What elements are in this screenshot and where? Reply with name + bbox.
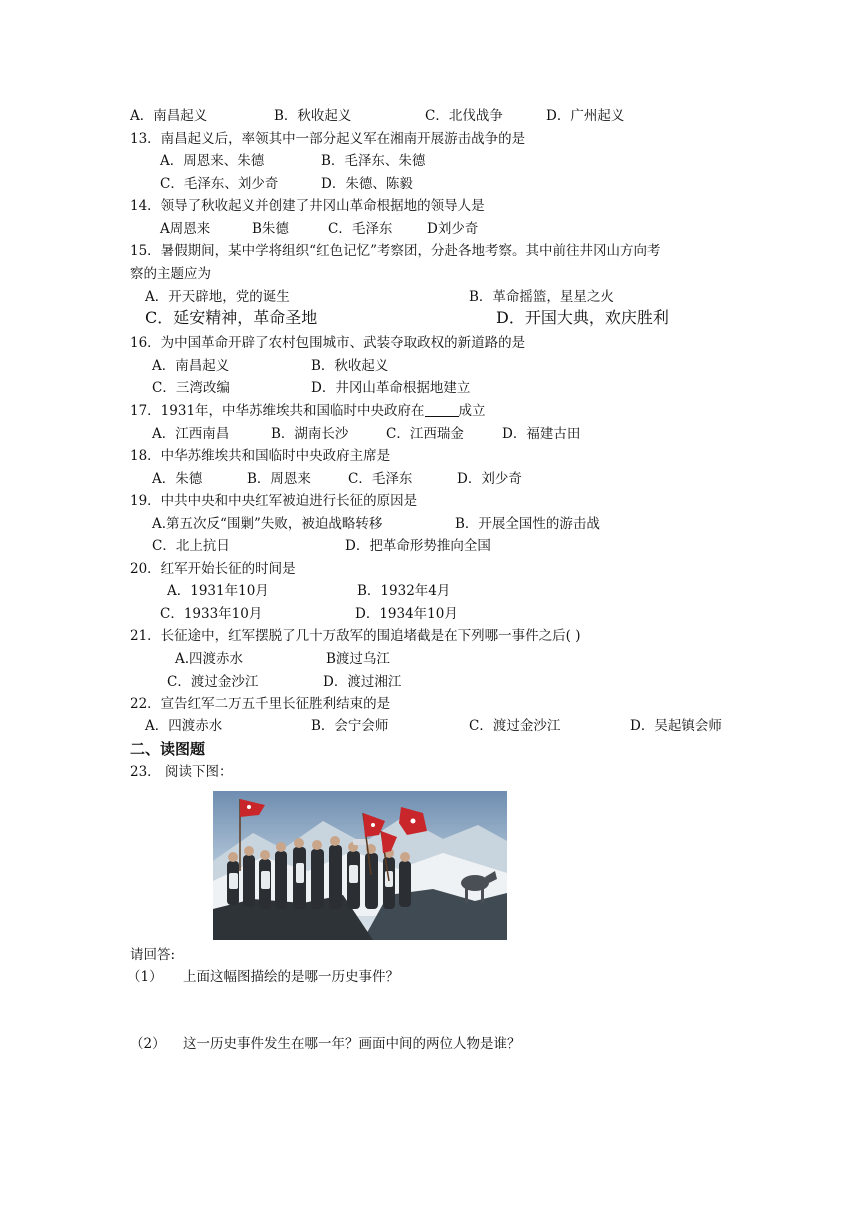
q16-option-b: B．秋收起义 xyxy=(311,358,389,374)
q17-option-a: A．江西南昌 xyxy=(152,426,230,442)
q19-option-c: C．北上抗日 xyxy=(152,538,230,554)
q17-stem-after: 成立 xyxy=(458,403,486,419)
q23-sub2-number: （2） xyxy=(130,1036,166,1052)
q15-option-d: D．开国大典，欢庆胜利 xyxy=(496,308,669,327)
q18-option-d: D．刘少奇 xyxy=(457,471,522,487)
q22-stem: 22．宣告红军二万五千里长征胜利结束的是 xyxy=(130,696,391,712)
q18-option-b: B．周恩来 xyxy=(247,471,311,487)
q19-option-d: D．把革命形势推向全国 xyxy=(345,538,491,554)
q17-option-b: B．湖南长沙 xyxy=(271,426,349,442)
long-march-painting xyxy=(213,791,507,940)
q15-option-b: B．革命摇篮，星星之火 xyxy=(469,289,614,305)
q16-option-d: D．井冈山革命根据地建立 xyxy=(311,380,471,396)
q12-option-a: A．南昌起义 xyxy=(130,108,208,124)
q21-option-d: D．渡过湘江 xyxy=(323,674,402,690)
q12-option-c: C．北伐战争 xyxy=(425,108,503,124)
q15-stem-line2: 察的主题应为 xyxy=(130,266,211,282)
q23-sub1-text: 上面这幅图描绘的是哪一历史事件？ xyxy=(183,969,399,985)
q18-option-a: A．朱德 xyxy=(152,471,203,487)
q22-option-b: B．会宁会师 xyxy=(311,718,389,734)
q18-stem: 18．中华苏维埃共和国临时中央政府主席是 xyxy=(130,448,391,464)
q15-option-c: C．延安精神，革命圣地 xyxy=(145,308,318,327)
q21-stem: 21．长征途中，红军摆脱了几十万敌军的围追堵截是在下列哪一事件之后( ) xyxy=(130,628,581,644)
q23-stem: 23． 阅读下图： xyxy=(130,764,233,780)
q19-stem: 19．中共中央和中央红军被迫进行长征的原因是 xyxy=(130,493,418,509)
q17-stem xyxy=(130,401,486,421)
q14-stem: 14．领导了秋收起义并创建了井冈山革命根据地的领导人是 xyxy=(130,198,485,214)
q14-option-d: D刘少奇 xyxy=(427,221,479,237)
q14-option-c: C．毛泽东 xyxy=(328,221,393,237)
q16-stem: 16．为中国革命开辟了农村包围城市、武装夺取政权的新道路的是 xyxy=(130,335,526,351)
q21-option-a: A.四渡赤水 xyxy=(175,651,244,667)
q13-option-d: D．朱德、陈毅 xyxy=(321,176,413,192)
q13-option-c: C．毛泽东、刘少奇 xyxy=(160,176,279,192)
q18-option-c: C．毛泽东 xyxy=(348,471,413,487)
q13-option-a: A．周恩来、朱德 xyxy=(160,153,265,169)
q14-option-b: B朱德 xyxy=(252,221,289,237)
q13-option-b: B．毛泽东、朱德 xyxy=(321,153,426,169)
q14-option-a: A周恩来 xyxy=(160,221,211,237)
q22-option-c: C．渡过金沙江 xyxy=(469,718,561,734)
q20-option-c: C．1933年10月 xyxy=(160,606,263,622)
q20-option-b: B．1932年4月 xyxy=(357,583,451,599)
section-title: 二、读图题 xyxy=(130,740,206,758)
q17-option-d: D．福建古田 xyxy=(502,426,581,442)
q20-option-d: D．1934年10月 xyxy=(355,606,458,622)
answer-blank xyxy=(425,402,459,417)
q16-option-c: C．三湾改编 xyxy=(152,380,230,396)
q17-stem-before: 17．1931年，中华苏维埃共和国临时中央政府在 xyxy=(130,403,425,419)
q20-option-a: A．1931年10月 xyxy=(167,583,269,599)
q23-prompt: 请回答: xyxy=(130,947,176,963)
q17-option-c: C．江西瑞金 xyxy=(386,426,464,442)
q22-option-a: A．四渡赤水 xyxy=(145,718,223,734)
q13-stem: 13．南昌起义后，率领其中一部分起义军在湘南开展游击战争的是 xyxy=(130,131,526,147)
q19-option-a: A.第五次反“围剿”失败，被迫战略转移 xyxy=(152,516,383,532)
q21-option-b: B渡过乌江 xyxy=(326,651,390,667)
q12-option-d: D．广州起义 xyxy=(546,108,625,124)
q22-option-d: D．吴起镇会师 xyxy=(630,718,722,734)
q21-option-c: C．渡过金沙江 xyxy=(167,674,259,690)
q15-stem-line1: 15．暑假期间，某中学将组织“红色记忆”考察团，分赴各地考察。其中前往井冈山方向考 xyxy=(130,243,661,259)
q23-sub1-number: （1） xyxy=(127,969,163,985)
q20-stem: 20．红军开始长征的时间是 xyxy=(130,561,296,577)
q12-option-b: B．秋收起义 xyxy=(274,108,352,124)
q15-option-a: A．开天辟地，党的诞生 xyxy=(145,289,290,305)
q23-sub2-text: 这一历史事件发生在哪一年？画面中间的两位人物是谁？ xyxy=(183,1036,521,1052)
q19-option-b: B．开展全国性的游击战 xyxy=(455,516,600,532)
q16-option-a: A．南昌起义 xyxy=(152,358,230,374)
